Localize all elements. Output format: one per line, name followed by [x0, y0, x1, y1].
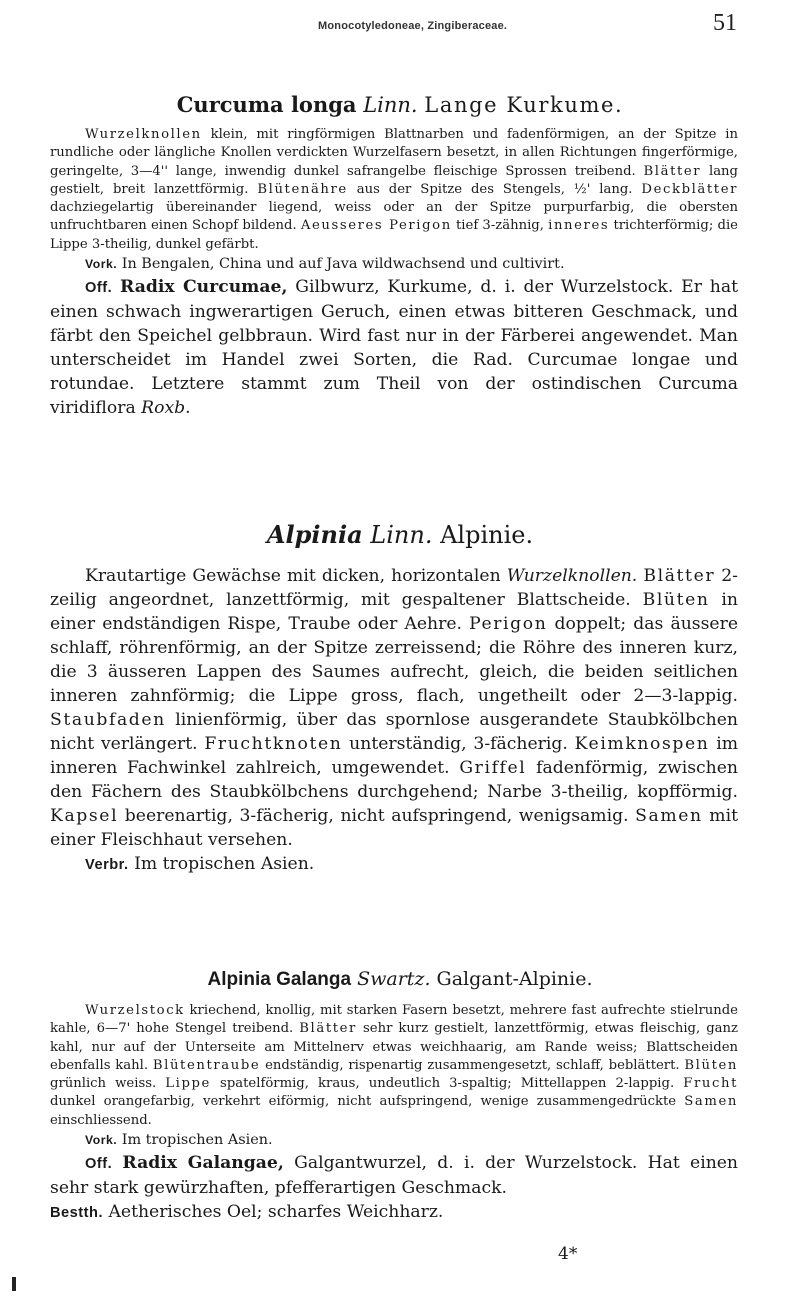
description-text: doppelt; das äussere schlaff, röhrenförmig, an der Spitze zerreissend; die Röhre des inneren kurz, die 3 äusseren Lappen des Saumes aufrecht, gleich, die beiden seitlichen inneren zahnförmig; die Lippe gross, flach, ungetheilt oder 2—3-lappig. — [50, 614, 738, 706]
galanga-off-text: Galgantwurzel, d. i. der Wurzelstock. Hat einen sehr stark gewürzhaften, pfefferartigen Geschmack. — [50, 1152, 738, 1198]
alpinia-heading — [50, 520, 750, 549]
curcuma-name: Curcuma longa — [176, 92, 357, 117]
description-text: endständig, rispenartig zusammengesetzt, schlaff, beblättert. — [260, 1057, 685, 1073]
galanga-bestth — [50, 1200, 738, 1225]
running-title: Monocotyledoneae, Zingiberaceae. — [318, 20, 508, 32]
description-text: 2-zeilig angeordnet, lanzettförmig, mit gespaltener Blattscheide. — [50, 566, 738, 610]
alpinia-description — [50, 564, 738, 852]
description-text: grünlich weiss. — [50, 1076, 166, 1092]
galanga-german-name: Galgant-Alpinie. — [436, 968, 593, 990]
spaced-term: Kapsel — [50, 806, 119, 826]
spaced-term: Blätter — [643, 566, 716, 586]
alpinia-verbr — [50, 852, 738, 877]
description-text: dachziegelartig übereinander liegend, weiss oder an der Spitze purpurfarbig, die obersten unfruchtbaren einen Schopf bildend. — [50, 200, 738, 234]
description-text: beerenartig, 3-fächerig, nicht aufspringend, wenigsamig. — [118, 806, 636, 826]
curcuma-german-name: Lange Kurkume. — [424, 93, 624, 117]
description-text: in einer endständigen Rispe, Traube oder Aehre. — [50, 590, 738, 634]
off-mark: Off. — [85, 279, 113, 296]
spaced-term: Keimknospen — [574, 734, 710, 754]
description-text: trichterförmig; die Lippe 3-theilig, dunkel gefärbt. — [50, 218, 738, 252]
galanga-bestth-text: Aetherisches Oel; scharfes Weichharz. — [103, 1201, 444, 1222]
spaced-term: Blütenähre — [257, 181, 348, 197]
description-text: tief 3-zähnig, — [451, 218, 549, 234]
spaced-term: Frucht — [683, 1076, 738, 1092]
galanga-author: Swartz. — [357, 968, 431, 990]
alpinia-section — [50, 564, 738, 877]
curcuma-off-head: Radix Curcumae, — [120, 276, 288, 297]
curcuma-heading — [50, 92, 750, 117]
description-text: Krautartige Gewächse mit dicken, horizontalen — [85, 566, 507, 586]
running-head — [0, 8, 800, 44]
galanga-vork-text: Im tropischen Asien. — [117, 1132, 273, 1149]
galanga-off — [50, 1151, 738, 1200]
spaced-term: Aeusseres Perigon — [300, 218, 452, 234]
description-text: spatelförmig, kraus, undeutlich 3-spaltig; Mittellappen 2-lappig. — [210, 1076, 684, 1092]
description-text: lang gestielt, breit lanzettförmig. — [50, 163, 738, 197]
vork-mark: Vork. — [85, 257, 118, 272]
curcuma-vork — [50, 254, 738, 275]
italic-term: Wurzelknollen. — [506, 566, 638, 586]
description-text: kriechend, knollig, mit starken Fasern besetzt, mehrere fast aufrechte stielrunde kahle, 6—7' hohe Stengel treibend. — [50, 1003, 738, 1037]
galanga-vork — [50, 1130, 738, 1151]
vork-mark: Vork. — [85, 1133, 118, 1148]
description-text: klein, mit ringförmigen Blattnarben und fadenförmigen, an der Spitze in rundliche oder längliche Knollen verdickten Wurzelfasern besetzt, in allen Richtungen fingerförmige, geringelte, 3—4'' lange, inwendig dunkel safrangelbe fleischige Sprossen treibend. — [50, 127, 738, 179]
alpinia-name: Alpinia — [266, 520, 363, 549]
margin-mark — [12, 1277, 16, 1291]
spaced-term: Blütentraube — [152, 1057, 261, 1073]
spaced-term: Griffel — [459, 758, 527, 778]
alpinia-german-name: Alpinie. — [440, 521, 534, 549]
galanga-section — [50, 1002, 738, 1225]
galanga-name: Alpinia Galanga — [207, 969, 352, 990]
curcuma-off-text: Gilbwurz, Kurkume, d. i. der Wurzelstock. Er hat einen schwach ingwerartigen Geruch, einen etwas bitteren Geschmack, und färbt den Speichel gelbbraun. Wird fast nur in der Färberei angewendet. Man unterscheidet im Handel zwei Sorten, die Rad. Curcumae longae und rotundae. Letztere stammt zum Theil von der ostindischen Curcuma viridiflora — [50, 276, 738, 418]
description-text: im inneren Fachwinkel zahlreich, umgewendet. — [50, 734, 738, 778]
curcuma-off — [50, 275, 738, 420]
spaced-term: Perigon — [469, 614, 548, 634]
spaced-term: Staubfaden — [50, 710, 166, 730]
description-text: sehr kurz gestielt, lanzettförmig, etwas fleischig, ganz kahl, nur auf der Unterseite am Mittelnerv etwas weichhaarig, am Rande weiss; Blattscheiden ebenfalls kahl. — [50, 1021, 738, 1073]
alpinia-verbr-text: Im tropischen Asien. — [128, 854, 315, 874]
spaced-term: Wurzelknollen — [85, 127, 202, 142]
spaced-term: Samen — [635, 806, 703, 826]
description-text: linienförmig, über das spornlose ausgerandete Staubkölbchen nicht verlängert. — [50, 710, 738, 754]
description-text: mit einer Fleischhaut versehen. — [50, 806, 738, 850]
spaced-term: Fruchtknoten — [204, 734, 343, 754]
curcuma-vork-text: In Bengalen, China und auf Java wildwachsend und cultivirt. — [117, 256, 565, 273]
galanga-heading — [50, 968, 750, 991]
page-number: 51 — [713, 10, 737, 36]
galanga-off-head: Radix Galangae, — [122, 1152, 284, 1173]
curcuma-section — [50, 126, 738, 420]
curcuma-description — [50, 126, 738, 254]
spaced-term: Blätter — [299, 1021, 357, 1037]
spaced-term: Blüten — [684, 1057, 738, 1073]
alpinia-author: Linn. — [370, 521, 433, 549]
verbr-mark: Verbr. — [85, 857, 129, 873]
bestth-mark: Bestth. — [50, 1204, 104, 1221]
description-text: unterständig, 3-fächerig. — [342, 734, 575, 754]
spaced-term: Blüten — [642, 590, 710, 610]
signature-mark: 4* — [558, 1244, 578, 1264]
spaced-term: Lippe — [165, 1076, 211, 1092]
spaced-term: Samen — [684, 1094, 738, 1110]
galanga-description — [50, 1002, 738, 1130]
curcuma-author: Linn. — [363, 93, 418, 117]
description-text: einschliessend. — [50, 1112, 152, 1128]
spaced-term: Deckblätter — [641, 181, 739, 197]
spaced-term: Wurzelstock — [85, 1003, 185, 1018]
spaced-term: Blätter — [643, 163, 702, 179]
description-text: fadenförmig, zwischen den Fächern des Staubkölbchens durchgehend; Narbe 3-theilig, kopfförmig. — [50, 758, 738, 802]
description-text: aus der Spitze des Stengels, ½' lang. — [347, 181, 642, 197]
description-text: dunkel orangefarbig, verkehrt eiförmig, nicht aufspringend, wenige zusammengedrückte — [50, 1094, 685, 1110]
curcuma-off-author: Roxb. — [141, 397, 191, 418]
off-mark: Off. — [85, 1155, 113, 1172]
spaced-term: inneres — [548, 218, 610, 234]
